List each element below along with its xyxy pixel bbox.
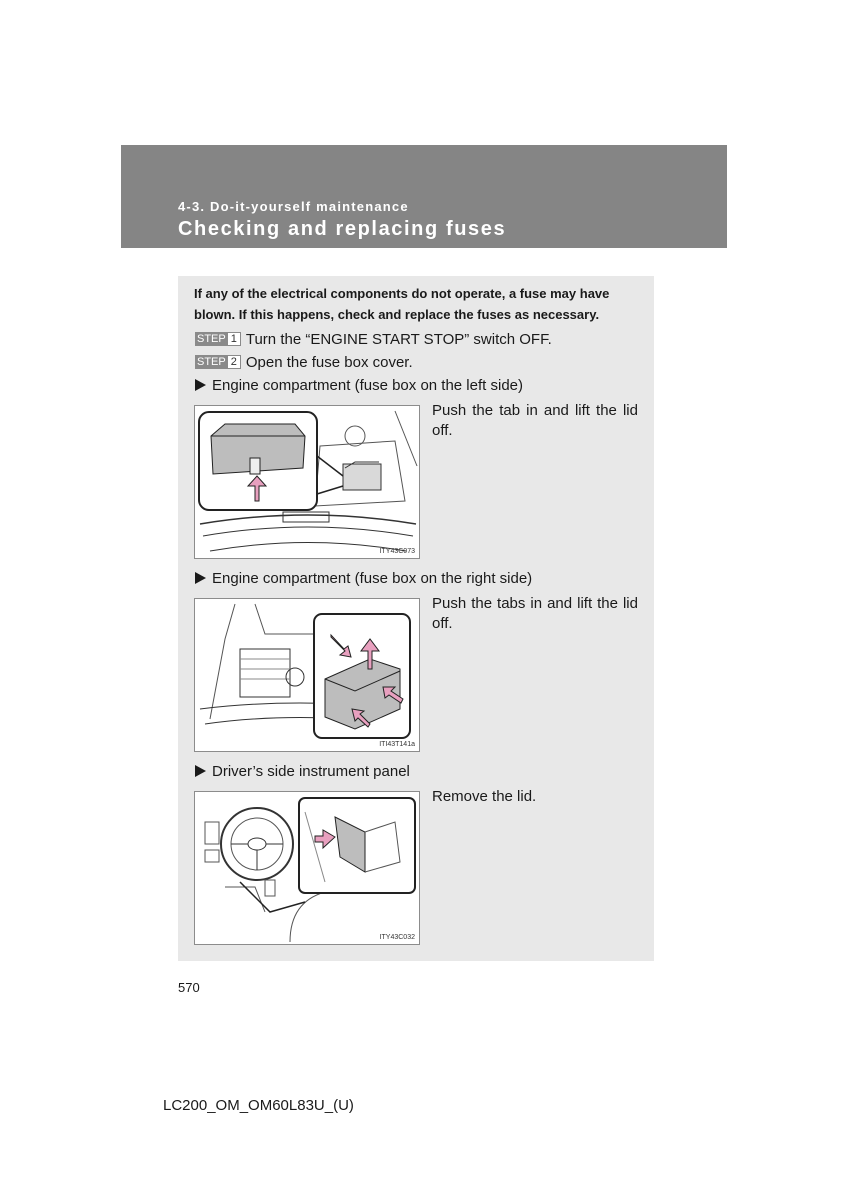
- bullet-triangle-icon: [195, 379, 206, 391]
- bullet-triangle-icon: [195, 572, 206, 584]
- location-description-1: Push the tab in and lift the lid off.: [432, 402, 638, 439]
- step-1-text: Turn the “ENGINE START STOP” switch OFF.: [245, 330, 552, 348]
- step-1: [195, 330, 552, 348]
- location-description-3: Remove the lid.: [432, 788, 537, 805]
- bullet-triangle-icon: [195, 765, 206, 777]
- step-2-text: Open the fuse box cover.: [245, 353, 413, 371]
- engine-left-illustration: [195, 406, 420, 559]
- section-label: 4-3. Do-it-yourself maintenance: [178, 199, 409, 214]
- intro-text: If any of the electrical components do not operate, a fuse may have blown. If this happens, check and replace the fuses as necessary.: [194, 286, 610, 322]
- figure-code: ITY43C073: [379, 548, 415, 555]
- instrument-panel-illustration: [195, 792, 420, 945]
- header-band: [121, 145, 727, 248]
- step-2: [195, 353, 413, 371]
- location-heading-2: Engine compartment (fuse box on the right side): [195, 569, 532, 587]
- figure-instrument-panel: [194, 791, 420, 945]
- location-heading-3: Driver’s side instrument panel: [195, 762, 410, 780]
- document-id: LC200_OM_OM60L83U_(U): [163, 1097, 354, 1114]
- engine-right-illustration: [195, 599, 420, 752]
- step-badge: STEP 2: [195, 355, 241, 369]
- location-heading-1: Engine compartment (fuse box on the left side): [195, 376, 523, 394]
- content-box: [178, 276, 654, 961]
- location-description-2: Push the tabs in and lift the lid off.: [432, 595, 638, 632]
- page-title: Checking and replacing fuses: [178, 218, 507, 240]
- figure-right-fuse-box: [194, 598, 420, 752]
- figure-code: ITY43C032: [379, 934, 415, 941]
- step-badge: STEP 1: [195, 332, 241, 346]
- page-number: 570: [178, 980, 200, 995]
- figure-code: ITI43T141a: [379, 741, 415, 748]
- figure-left-fuse-box: [194, 405, 420, 559]
